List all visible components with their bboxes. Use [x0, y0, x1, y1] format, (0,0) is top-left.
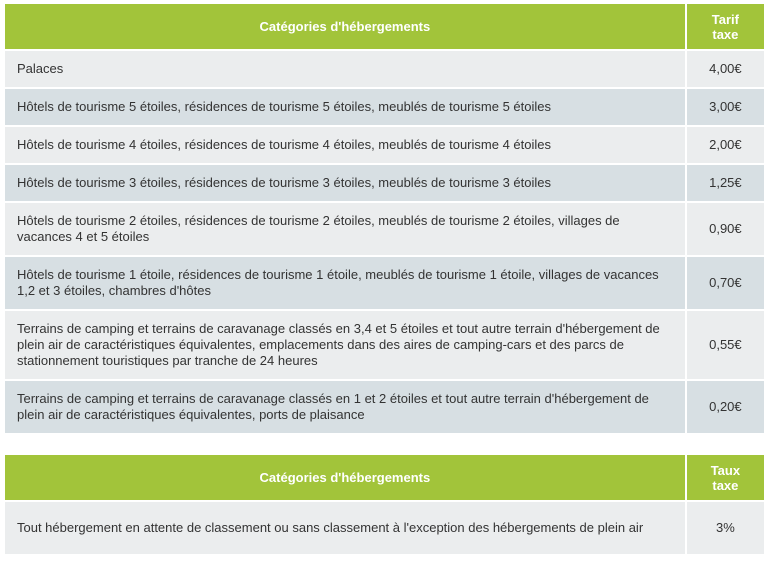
table-row: [5, 125, 764, 163]
rate-cell: 0,90€: [687, 201, 764, 255]
table-row: [5, 379, 764, 433]
rate-header-line1: Taux: [710, 462, 741, 478]
category-cell: Terrains de camping et terrains de caravanage classés en 3,4 et 5 étoiles et tout autre terrain d'hébergement de plein air de caractéristiques équivalentes, emplacements dans des aires de camping-cars et des parcs de stationnement touristiques par tranche de 24 heures: [5, 309, 687, 379]
table-row: [5, 87, 764, 125]
rate-cell: 4,00€: [687, 49, 764, 87]
rate-cell: 0,70€: [687, 255, 764, 309]
category-cell: Hôtels de tourisme 5 étoiles, résidences de tourisme 5 étoiles, meublés de tourisme 5 étoiles: [5, 87, 687, 125]
table-row: [5, 201, 764, 255]
table-row: [5, 163, 764, 201]
category-cell: Hôtels de tourisme 3 étoiles, résidences de tourisme 3 étoiles, meublés de tourisme 3 étoiles: [5, 163, 687, 201]
rate-cell: 3%: [687, 500, 764, 554]
rate-header-line1: Tarif: [711, 11, 739, 27]
table-row: [5, 255, 764, 309]
category-cell: Palaces: [5, 49, 687, 87]
rate-cell: 1,25€: [687, 163, 764, 201]
category-cell: Hôtels de tourisme 4 étoiles, résidences de tourisme 4 étoiles, meublés de tourisme 4 étoiles: [5, 125, 687, 163]
rate-header-line2: taxe: [712, 477, 739, 493]
category-cell: Hôtels de tourisme 2 étoiles, résidences de tourisme 2 étoiles, meublés de tourisme 2 étoiles, villages de vacances 4 et 5 étoiles: [5, 201, 687, 255]
table-header-row: [5, 4, 764, 49]
category-cell: Hôtels de tourisme 1 étoile, résidences de tourisme 1 étoile, meublés de tourisme 1 étoile, villages de vacances 1,2 et 3 étoiles, chambres d'hôtes: [5, 255, 687, 309]
rate-cell: 3,00€: [687, 87, 764, 125]
category-column-header: Catégories d'hébergements: [5, 4, 687, 49]
category-cell: Terrains de camping et terrains de caravanage classés en 1 et 2 étoiles et tout autre terrain d'hébergement de plein air de caractéristiques équivalentes, ports de plaisance: [5, 379, 687, 433]
rate-cell: 0,55€: [687, 309, 764, 379]
rate-cell: 0,20€: [687, 379, 764, 433]
rate-header-line2: taxe: [712, 26, 739, 42]
category-column-header: Catégories d'hébergements: [5, 455, 687, 500]
table-row: [5, 49, 764, 87]
rate-cell: 2,00€: [687, 125, 764, 163]
category-cell: Tout hébergement en attente de classement ou sans classement à l'exception des hébergements de plein air: [5, 500, 687, 554]
tax-rate-table: [5, 4, 764, 433]
table-row: [5, 309, 764, 379]
table-row: [5, 500, 764, 554]
table-header-row: [5, 455, 764, 500]
percentage-rate-table: [5, 455, 764, 554]
rate-column-header: [687, 455, 764, 500]
rate-column-header: [687, 4, 764, 49]
